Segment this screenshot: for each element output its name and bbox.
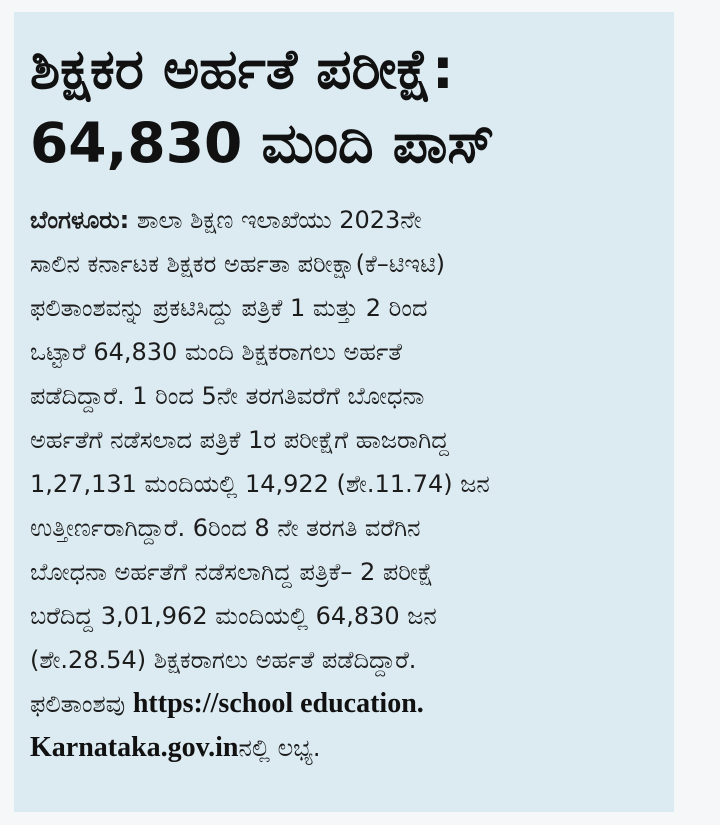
article-line-9: ಬೋಧನಾ ಅರ್ಹತೆಗೆ ನಡೆಸಲಾಗಿದ್ದ ಪತ್ರಿಕೆ– 2 ಪರೀಕ್ಷೆ (30, 558, 434, 586)
article-line-8: ಉತ್ತೀರ್ಣರಾಗಿದ್ದಾರೆ. 6ರಿಂದ 8 ನೇ ತರಗತಿ ವರೆಗಿನ (30, 514, 421, 542)
article-line-5: ಪಡೆದಿದ್ದಾರೆ. 1 ರಿಂದ 5ನೇ ತರಗತಿವರೆಗೆ ಬೋಧನಾ (30, 382, 425, 410)
article-line-4: ಒಟ್ಟಾರೆ 64,830 ಮಂದಿ ಶಿಕ್ಷಕರಾಗಲು ಅರ್ಹತೆ (30, 338, 403, 366)
article-line-11: (ಶೇ.28.54) ಶಿಕ್ಷಕರಾಗಲು ಅರ್ಹತೆ ಪಡೆದಿದ್ದಾರೆ. (30, 646, 417, 674)
article-line-1-text: ಶಾಲಾ ಶಿಕ್ಷಣ ಇಲಾಖೆಯು 2023ನೇ (129, 206, 422, 234)
headline (30, 32, 656, 180)
article-line-10: ಬರೆದಿದ್ದ 3,01,962 ಮಂದಿಯಲ್ಲಿ 64,830 ಜನ (30, 602, 437, 630)
article-line-12-text: ಫಲಿತಾಂಶವು (30, 690, 133, 718)
article-line-13-text: ನಲ್ಲಿ ಲಭ್ಯ. (238, 734, 321, 762)
headline-line-2: 64,830 ಮಂದಿ ಪಾಸ್ (30, 111, 495, 175)
article-body (30, 198, 656, 770)
article-line-7: 1,27,131 ಮಂದಿಯಲ್ಲಿ 14,922 (ಶೇ.11.74) ಜನ (30, 470, 490, 498)
headline-line-1: ಶಿಕ್ಷಕರ ಅರ್ಹತೆ ಪರೀಕ್ಷೆ: (30, 37, 454, 101)
article-line-2: ಸಾಲಿನ ಕರ್ನಾಟಕ ಶಿಕ್ಷಕರ ಅರ್ಹತಾ ಪರೀಕ್ಷಾ(ಕೆ–ಟಿಇಟಿ) (30, 250, 446, 278)
article-line-13 (30, 726, 656, 770)
result-url-part-1: https://school education. (132, 688, 424, 719)
dateline: ಬೆಂಗಳೂರು: (30, 206, 130, 234)
news-clipping (14, 12, 674, 812)
article-line-6: ಅರ್ಹತೆಗೆ ನಡೆಸಲಾದ ಪತ್ರಿಕೆ 1ರ ಪರೀಕ್ಷೆಗೆ ಹಾಜರಾಗಿದ್ದ (30, 426, 449, 454)
article-line-1 (30, 198, 656, 242)
article-line-12 (30, 682, 656, 726)
article-line-3: ಫಲಿತಾಂಶವನ್ನು ಪ್ರಕಟಿಸಿದ್ದು ಪತ್ರಿಕೆ 1 ಮತ್ತು 2 ರಿಂದ (30, 294, 428, 322)
result-url-part-2: Karnataka.gov.in (30, 732, 239, 763)
